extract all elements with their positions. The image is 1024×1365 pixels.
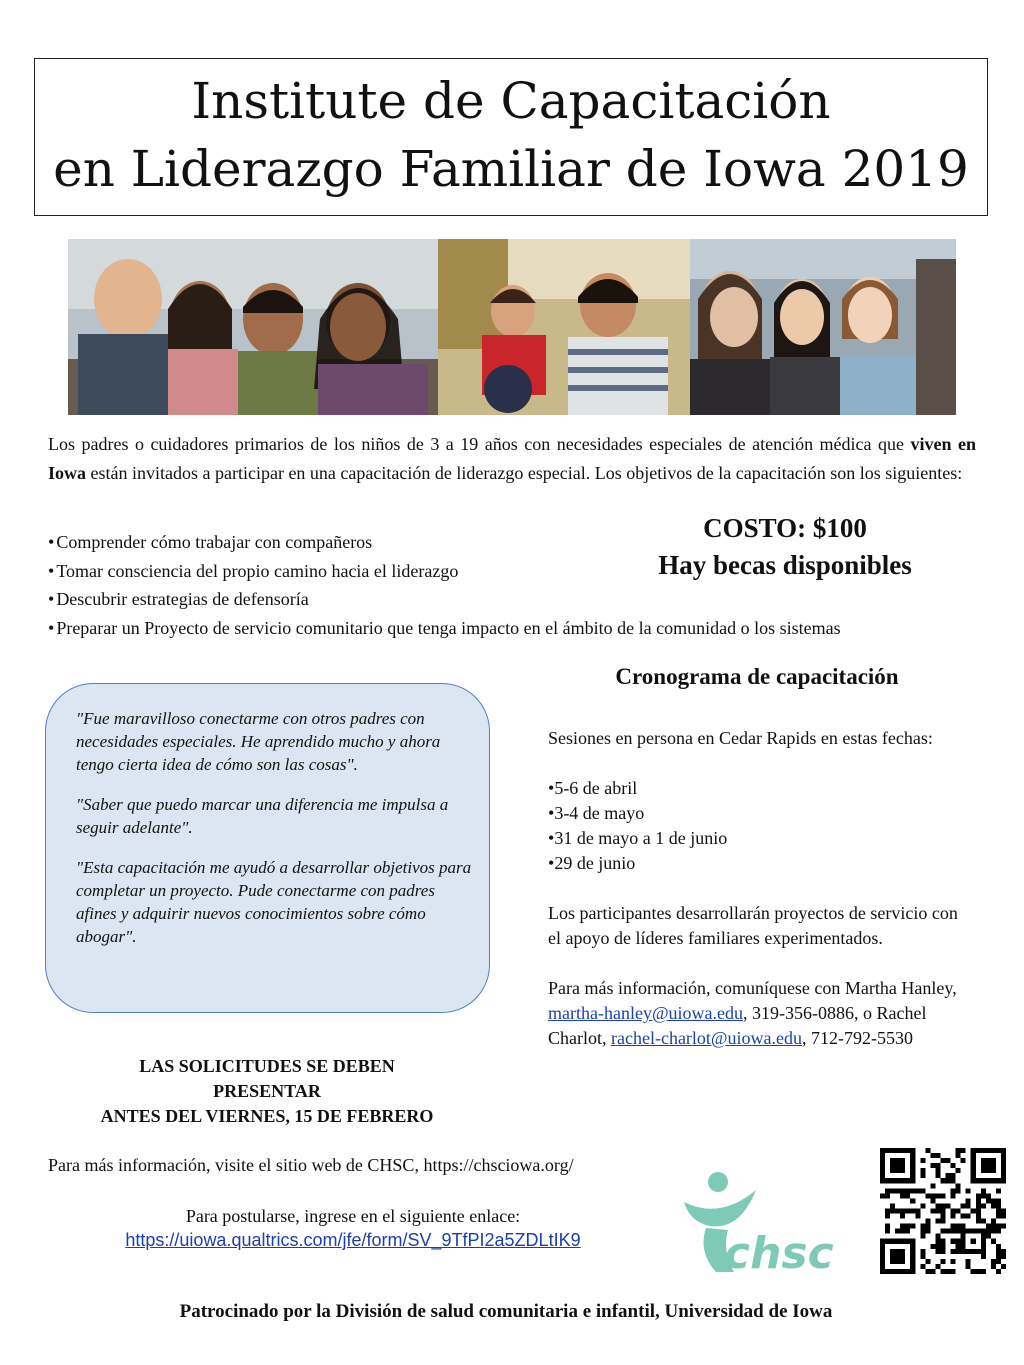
schedule-section — [548, 726, 968, 1076]
apply-link[interactable]: https://uiowa.qualtrics.com/jfe/form/SV_9TfPI2a5ZDLtIK9 — [125, 1230, 581, 1250]
list-item: • Descubrir estrategias de defensoría — [48, 585, 988, 614]
chsc-logo — [680, 1168, 856, 1280]
schedule-dates — [548, 776, 968, 876]
boys-photo — [438, 239, 690, 415]
scholarships-note: Hay becas disponibles — [658, 550, 912, 580]
objectives-list — [48, 528, 988, 642]
website-info: Para más información, visite el sitio web de CHSC, https://chsciowa.org/ — [48, 1155, 574, 1175]
contact-text: Para más información, comuníquese con Martha Hanley, — [548, 978, 957, 998]
testimonial-quote: "Esta capacitación me ayudó a desarrollar objetivos para completar un proyecto. Pude conectarme con padres afines y adquirir nuevos conocimientos sobre cómo abogar". — [76, 858, 472, 946]
deadline-line-2: ANTES DEL VIERNES, 15 DE FEBRERO — [100, 1106, 434, 1126]
schedule-intro: Sesiones en persona en Cedar Rapids en estas fechas: — [548, 728, 933, 748]
list-item: • 5-6 de abril — [548, 776, 968, 801]
intro-text-1: Los padres o cuidadores primarios de los niños de 3 a 19 años con necesidades especiales de atención médica que — [48, 434, 911, 454]
title-line-1: Institute de Capacitación — [191, 72, 831, 130]
cost-price: COSTO: $100 — [703, 513, 867, 543]
intro-paragraph — [48, 430, 976, 488]
sponsor-line: Patrocinado por la División de salud comunitaria e infantil, Universidad de Iowa — [179, 1301, 833, 1322]
list-item: • 3-4 de mayo — [548, 801, 968, 826]
testimonials — [76, 707, 476, 965]
qr-code[interactable] — [880, 1148, 1006, 1274]
list-item: • Comprender cómo trabajar con compañeros — [48, 528, 988, 557]
list-item: • Preparar un Proyecto de servicio comunitario que tenga impacto en el ámbito de la comunidad o los sistemas — [48, 614, 988, 643]
list-item: • 31 de mayo a 1 de junio — [548, 826, 968, 851]
projects-note: Los participantes desarrollarán proyectos de servicio con el apoyo de líderes familiares experimentados. — [548, 903, 958, 948]
schedule-title: Cronograma de capacitación — [615, 664, 899, 689]
testimonial-quote: "Saber que puedo marcar una diferencia me impulsa a seguir adelante". — [76, 795, 449, 837]
photo-strip — [68, 239, 956, 415]
apply-link-container — [60, 1228, 646, 1252]
testimonial-quote: "Fue maravilloso conectarme con otros padres con necesidades especiales. He aprendido mucho y ahora tengo cierta idea de cómo son las cosas". — [76, 709, 441, 774]
email-link-martha[interactable]: martha-hanley@uiowa.edu — [548, 1003, 744, 1023]
title-line-2: en Liderazgo Familiar de Iowa 2019 — [53, 140, 969, 198]
contact-info — [548, 976, 968, 1051]
intro-bold-text: viven en Iowa — [48, 434, 976, 483]
contact-text: , 319-356-0886, o Rachel Charlot, — [548, 1003, 927, 1048]
family-photo — [68, 239, 438, 415]
deadline-notice — [92, 1054, 442, 1129]
apply-instructions: Para postularse, ingrese en el siguiente enlace: — [185, 1206, 521, 1226]
list-item: • Tomar consciencia del propio camino hacia el liderazgo — [48, 557, 988, 586]
women-meeting-photo — [690, 239, 956, 415]
intro-text-2: están invitados a participar en una capacitación de liderazgo especial. Los objetivos de la capacitación son los siguientes: — [86, 463, 963, 483]
list-item: • 29 de junio — [548, 851, 968, 876]
title-box — [34, 58, 988, 216]
deadline-line-1: LAS SOLICITUDES SE DEBEN PRESENTAR — [139, 1056, 395, 1101]
logo-text: chsc — [724, 1228, 834, 1279]
email-link-rachel[interactable]: rachel-charlot@uiowa.edu — [611, 1028, 802, 1048]
contact-text: , 712-792-5530 — [802, 1028, 913, 1048]
